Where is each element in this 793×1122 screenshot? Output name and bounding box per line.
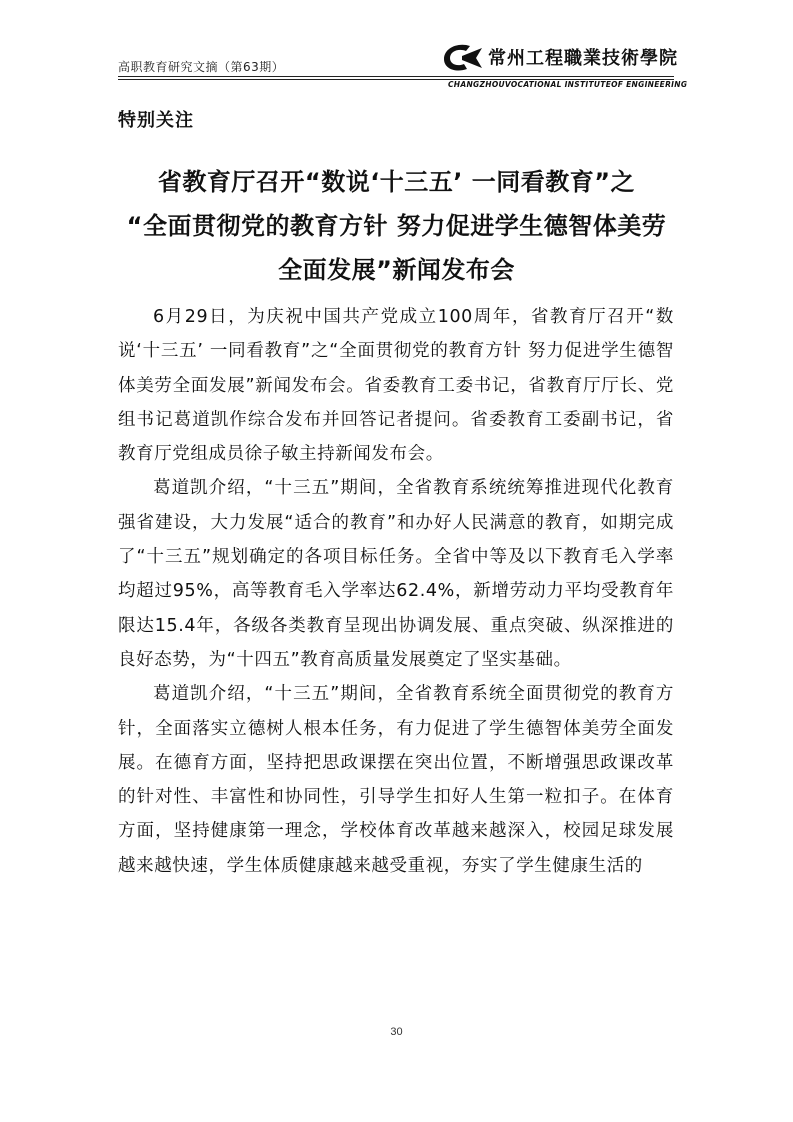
title-line: “全面贯彻党的教育方针 努力促进学生德智体美劳 xyxy=(126,212,667,240)
college-name-en: CHANGZHOUVOCATIONAL INSTITUTEOF ENGINEERING xyxy=(448,80,688,89)
college-logo xyxy=(440,40,678,76)
article-title xyxy=(100,160,693,292)
journal-title: 高职教育研究文摘（第63期） xyxy=(118,60,285,74)
paragraph: 6月29日，为庆祝中国共产党成立100周年，省教育厅召开“数说‘十三五’ 一同看教育”之“全面贯彻党的教育方针 努力促进学生德智体美劳全面发展”新闻发布会。省委教育工委书记，省教育厅厅长、党组书记葛道凯作综合发布并回答记者提问。省委教育工委副书记，省教育厅党组成员徐子敏主持新闻发布会。 xyxy=(118,307,674,465)
title-line: 省教育厅召开“数说‘十三五’ 一同看教育”之 xyxy=(157,168,636,196)
college-name-cn: 常州工程職業技術學院 xyxy=(488,48,678,69)
header-rule xyxy=(118,76,674,77)
page-header xyxy=(118,40,688,89)
page-number: 30 xyxy=(390,1026,403,1038)
college-emblem-icon xyxy=(440,42,484,74)
article-body xyxy=(118,300,674,883)
paragraph: 葛道凯介绍，“十三五”期间，全省教育系统统筹推进现代化教育强省建设，大力发展“适合的教育”和办好人民满意的教育，如期完成了“十三五”规划确定的各项目标任务。全省中等及以下教育毛入学率均超过95%，高等教育毛入学率达62.4%，新增劳动力平均受教育年限达15.4年，各级各类教育呈现出协调发展、重点突破、纵深推进的良好态势，为“十四五”教育高质量发展奠定了坚实基础。 xyxy=(118,478,674,670)
paragraph: 葛道凯介绍，“十三五”期间，全省教育系统全面贯彻党的教育方针，全面落实立德树人根本任务，有力促进了学生德智体美劳全面发展。在德育方面，坚持把思政课摆在突出位置，不断增强思政课改革的针对性、丰富性和协同性，引导学生扣好人生第一粒扣子。在体育方面，坚持健康第一理念，学校体育改革越来越深入，校园足球发展越来越快速，学生体质健康越来越受重视，夯实了学生健康生活的 xyxy=(118,684,674,876)
section-label: 特别关注 xyxy=(118,110,194,131)
title-line: 全面发展”新闻发布会 xyxy=(278,256,515,284)
